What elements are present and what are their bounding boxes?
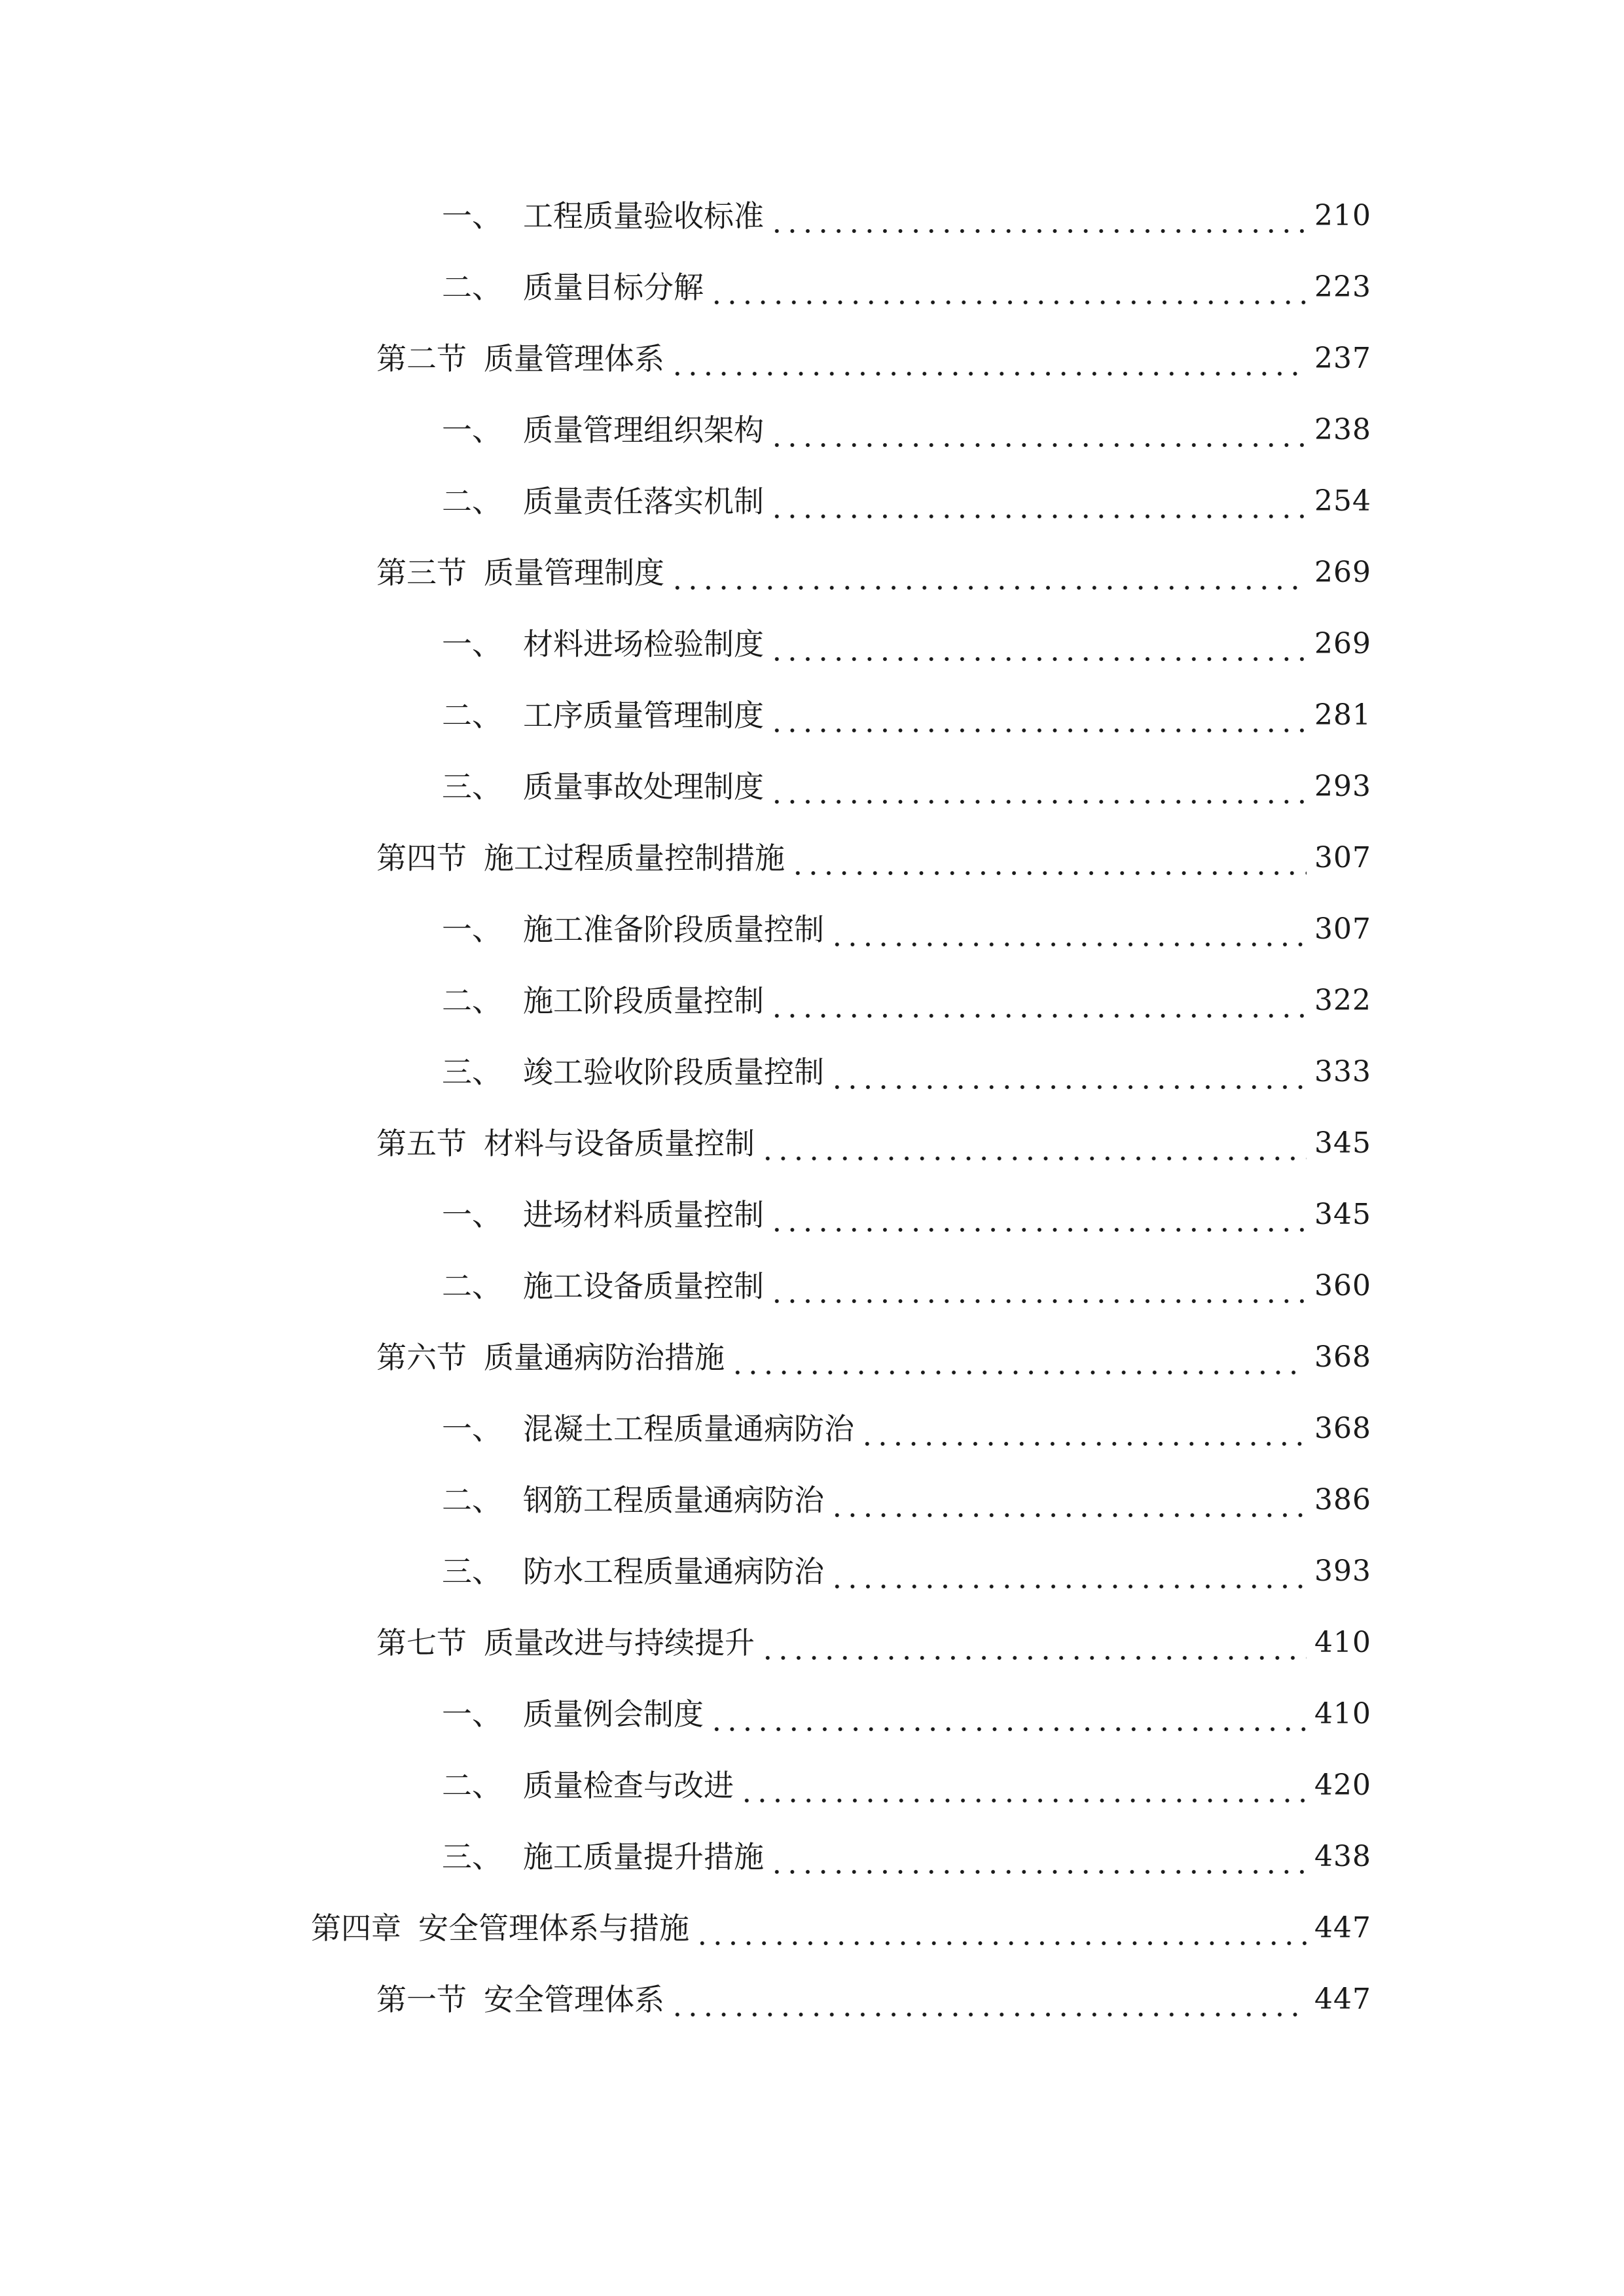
toc-entry-label <box>376 332 664 385</box>
toc-entry-label <box>442 1688 704 1740</box>
toc-entry[interactable] <box>442 1474 1371 1526</box>
toc-entry-page-number: 269 <box>1314 556 1371 589</box>
toc-entry-page-number: 254 <box>1314 484 1371 518</box>
toc-entry-page-number: 410 <box>1314 1626 1371 1659</box>
toc-entry-label <box>376 832 785 884</box>
toc-entry-title: 质量管理组织架构 <box>523 412 764 448</box>
toc-entry-number: 二、 <box>442 1768 502 1803</box>
toc-entry[interactable] <box>442 404 1371 456</box>
toc-entry-title: 质量管理制度 <box>484 555 664 590</box>
toc-entry-page-number: 368 <box>1314 1412 1371 1445</box>
toc-entry[interactable] <box>376 1117 1371 1170</box>
dot-leader <box>769 761 1307 813</box>
toc-entry-label <box>442 1046 824 1098</box>
toc-entry-title: 施工质量提升措施 <box>523 1839 764 1874</box>
toc-entry-label <box>311 1902 689 1954</box>
toc-entry-title: 防水工程质量通病防治 <box>523 1554 824 1589</box>
toc-entry-number: 第二节 <box>376 341 467 376</box>
toc-entry[interactable] <box>442 1403 1371 1455</box>
toc-entry-title: 质量责任落实机制 <box>523 484 764 519</box>
toc-entry-label <box>442 761 764 813</box>
toc-entry-number: 一、 <box>442 912 502 947</box>
toc-entry-title: 质量事故处理制度 <box>523 769 764 804</box>
toc-entry[interactable] <box>442 1831 1371 1883</box>
toc-entry-title: 工程质量验收标准 <box>523 198 764 234</box>
dot-leader <box>790 832 1307 884</box>
dot-leader <box>769 689 1307 742</box>
toc-entry-number: 三、 <box>442 1054 502 1090</box>
toc-entry-title: 材料进场检验制度 <box>523 626 764 662</box>
toc-entry[interactable] <box>376 332 1371 385</box>
toc-entry-number: 一、 <box>442 626 502 662</box>
toc-entry-title: 施工过程质量控制措施 <box>484 840 785 876</box>
toc-entry[interactable] <box>442 903 1371 956</box>
toc-entry-number: 一、 <box>442 1197 502 1232</box>
toc-entry-page-number: 345 <box>1314 1126 1371 1160</box>
toc-entry-page-number: 307 <box>1314 841 1371 874</box>
toc-entry-page-number: 307 <box>1314 912 1371 946</box>
toc-entry-number: 第七节 <box>376 1625 467 1660</box>
toc-entry-page-number: 223 <box>1314 270 1371 304</box>
toc-entry-title: 施工阶段质量控制 <box>523 983 764 1018</box>
dot-leader <box>859 1403 1307 1455</box>
toc-entry-page-number: 360 <box>1314 1269 1371 1302</box>
dot-leader <box>769 1260 1307 1312</box>
toc-entry-number: 三、 <box>442 1554 502 1589</box>
dot-leader <box>829 1046 1307 1098</box>
toc-entry-number: 第四节 <box>376 840 467 876</box>
toc-entry-page-number: 345 <box>1314 1198 1371 1231</box>
toc-entry-title: 混凝土工程质量通病防治 <box>523 1411 854 1446</box>
toc-entry-label <box>442 618 764 670</box>
toc-entry[interactable] <box>376 1973 1371 2026</box>
dot-leader <box>829 903 1307 956</box>
dot-leader <box>695 1902 1307 1954</box>
toc-entry-title: 安全管理体系 <box>484 1982 664 2017</box>
toc-entry-label <box>376 547 664 599</box>
dot-leader <box>829 1474 1307 1526</box>
toc-entry-number: 二、 <box>442 698 502 733</box>
toc-entry[interactable] <box>376 547 1371 599</box>
toc-entry-page-number: 210 <box>1314 199 1371 232</box>
toc-entry-label <box>376 1117 755 1170</box>
toc-entry-title: 工序质量管理制度 <box>523 698 764 733</box>
toc-entry[interactable] <box>442 1759 1371 1812</box>
toc-entry-number: 第一节 <box>376 1982 467 2017</box>
toc-entry-number: 三、 <box>442 769 502 804</box>
toc-entry-title: 质量通病防治措施 <box>484 1340 725 1375</box>
toc-entry[interactable] <box>442 190 1371 242</box>
toc-entry[interactable] <box>442 618 1371 670</box>
toc-entry-label <box>442 1831 764 1883</box>
toc-entry-label <box>442 1403 854 1455</box>
toc-entry-number: 一、 <box>442 198 502 234</box>
dot-leader <box>709 261 1307 314</box>
toc-entry-label <box>376 1973 664 2026</box>
dot-leader <box>670 547 1307 599</box>
dot-leader <box>769 975 1307 1027</box>
dot-leader <box>730 1331 1307 1384</box>
dot-leader <box>760 1117 1307 1170</box>
toc-entry-title: 施工设备质量控制 <box>523 1268 764 1304</box>
toc-entry-number: 二、 <box>442 983 502 1018</box>
toc-entry-page-number: 333 <box>1314 1055 1371 1088</box>
dot-leader <box>769 618 1307 670</box>
toc-entry-label <box>442 1474 824 1526</box>
toc-entry-page-number: 322 <box>1314 984 1371 1017</box>
toc-entry-title: 材料与设备质量控制 <box>484 1126 755 1161</box>
toc-entry-title: 竣工验收阶段质量控制 <box>523 1054 824 1090</box>
toc-entry-label <box>442 903 824 956</box>
toc-entry-title: 质量检查与改进 <box>523 1768 734 1803</box>
toc-entry-title: 安全管理体系与措施 <box>418 1910 689 1946</box>
toc-entry-page-number: 293 <box>1314 770 1371 803</box>
toc-entry[interactable] <box>376 1617 1371 1669</box>
toc-entry[interactable] <box>311 1902 1371 1954</box>
toc-entry[interactable] <box>442 689 1371 742</box>
toc-entry-page-number: 447 <box>1314 1982 1371 2016</box>
toc-entry-page-number: 237 <box>1314 342 1371 375</box>
toc-entry-title: 质量管理体系 <box>484 341 664 376</box>
toc-entry-number: 第三节 <box>376 555 467 590</box>
toc-entry-page-number: 368 <box>1314 1340 1371 1374</box>
toc-entry-page-number: 393 <box>1314 1554 1371 1588</box>
toc-entry[interactable] <box>442 975 1371 1027</box>
toc-entry[interactable] <box>442 475 1371 528</box>
toc-entry-label <box>442 1759 734 1812</box>
toc-entry-label <box>442 1260 764 1312</box>
toc-entry-label <box>376 1617 755 1669</box>
toc-entry-label <box>442 190 764 242</box>
dot-leader <box>829 1545 1307 1598</box>
toc-entry-title: 钢筋工程质量通病防治 <box>523 1482 824 1518</box>
toc-entry-number: 第六节 <box>376 1340 467 1375</box>
dot-leader <box>670 1973 1307 2026</box>
toc-entry-number: 第五节 <box>376 1126 467 1161</box>
dot-leader <box>709 1688 1307 1740</box>
toc-entry[interactable] <box>442 1046 1371 1098</box>
dot-leader <box>670 332 1307 385</box>
toc-entry-page-number: 281 <box>1314 698 1371 732</box>
toc-entry-label <box>442 404 764 456</box>
toc-entry[interactable] <box>442 1688 1371 1740</box>
toc-entry[interactable] <box>442 1260 1371 1312</box>
dot-leader <box>739 1759 1307 1812</box>
toc-entry-title: 施工准备阶段质量控制 <box>523 912 824 947</box>
toc-entry-label <box>376 1331 725 1384</box>
toc-entry-title: 质量目标分解 <box>523 270 704 305</box>
toc-entry-title: 质量例会制度 <box>523 1696 704 1732</box>
toc-entry[interactable] <box>376 1331 1371 1384</box>
dot-leader <box>769 1189 1307 1241</box>
dot-leader <box>769 475 1307 528</box>
toc-entry[interactable] <box>442 1189 1371 1241</box>
dot-leader <box>769 1831 1307 1883</box>
toc-entry-label <box>442 261 704 314</box>
toc-entry-number: 二、 <box>442 1268 502 1304</box>
toc-entry-number: 一、 <box>442 412 502 448</box>
toc-entry-title: 进场材料质量控制 <box>523 1197 764 1232</box>
toc-entry-number: 一、 <box>442 1411 502 1446</box>
toc-entry-label <box>442 975 764 1027</box>
toc-entry-page-number: 386 <box>1314 1483 1371 1516</box>
toc-entry-page-number: 447 <box>1314 1911 1371 1945</box>
toc-entry-number: 二、 <box>442 484 502 519</box>
toc-entry-page-number: 410 <box>1314 1697 1371 1731</box>
toc-entry-label <box>442 1189 764 1241</box>
toc-entry-page-number: 420 <box>1314 1768 1371 1802</box>
toc-entry-number: 二、 <box>442 270 502 305</box>
toc-entry-page-number: 269 <box>1314 627 1371 660</box>
toc-entry-page-number: 438 <box>1314 1840 1371 1873</box>
toc-entry-number: 第四章 <box>311 1910 401 1946</box>
toc-entry-title: 质量改进与持续提升 <box>484 1625 755 1660</box>
toc-entry-label <box>442 1545 824 1598</box>
dot-leader <box>769 190 1307 242</box>
toc-entry-page-number: 238 <box>1314 413 1371 446</box>
toc-entry[interactable] <box>442 1545 1371 1598</box>
toc-entry[interactable] <box>442 761 1371 813</box>
dot-leader <box>760 1617 1307 1669</box>
dot-leader <box>769 404 1307 456</box>
toc-entry[interactable] <box>442 261 1371 314</box>
toc-entry[interactable] <box>376 832 1371 884</box>
toc-entry-number: 一、 <box>442 1696 502 1732</box>
toc-entry-number: 二、 <box>442 1482 502 1518</box>
toc-entry-label <box>442 475 764 528</box>
toc-entry-label <box>442 689 764 742</box>
toc-entry-number: 三、 <box>442 1839 502 1874</box>
